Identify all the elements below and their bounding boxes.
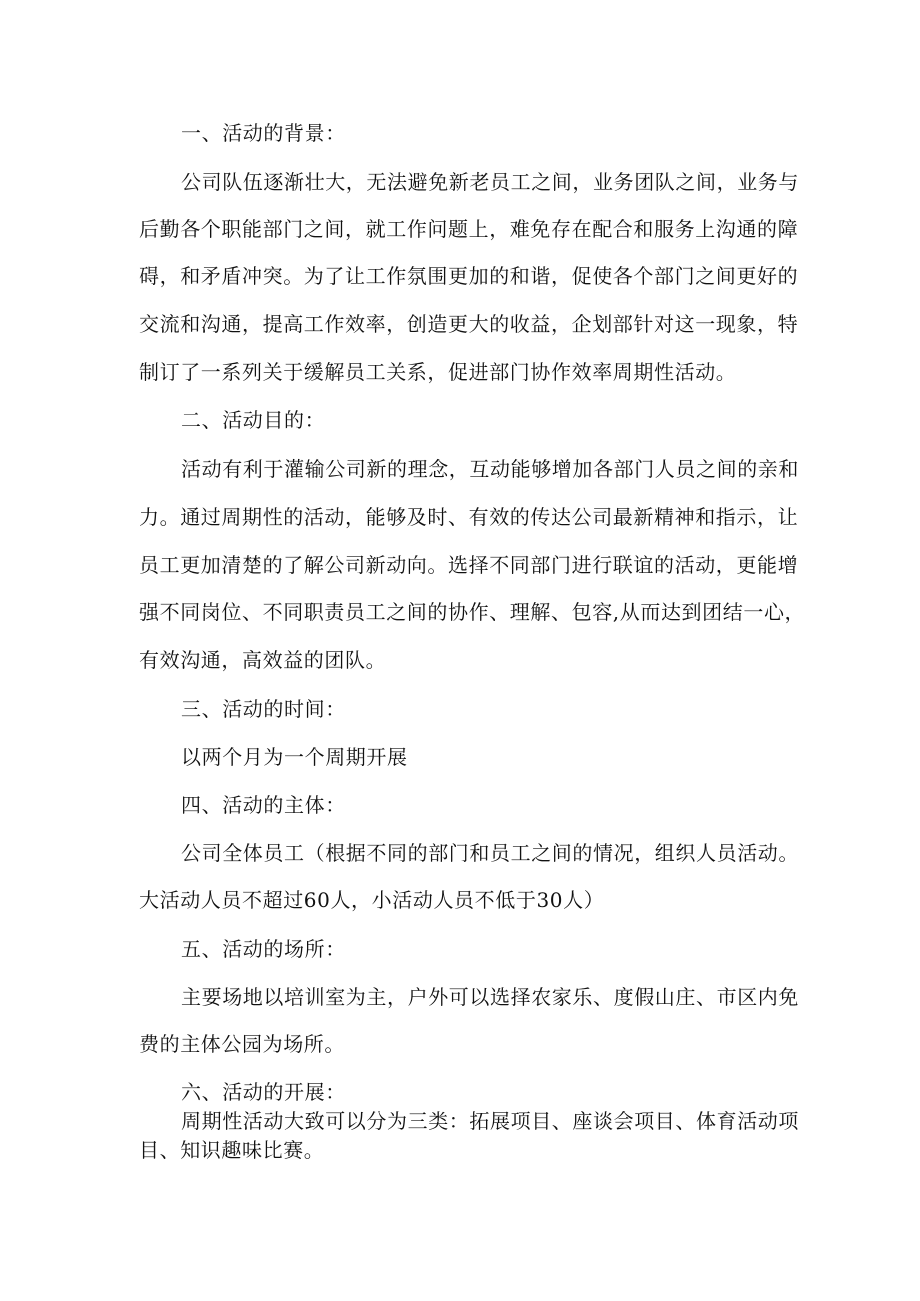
section-heading-background: 一、活动的背景： bbox=[181, 121, 346, 145]
paragraph-line: 目、知识趣味比赛。 bbox=[139, 1138, 325, 1162]
paragraph-line: 碍，和矛盾冲突。为了让工作氛围更加的和谐，促使各个部门之间更好的 bbox=[139, 264, 799, 288]
paragraph-line: 制订了一系列关于缓解员工关系，促进部门协作效率周期性活动。 bbox=[139, 360, 737, 384]
paragraph-line: 主要场地以培训室为主，户外可以选择农家乐、度假山庄、市区内免 bbox=[181, 985, 799, 1009]
section-heading-participants: 四、活动的主体： bbox=[181, 793, 346, 817]
paragraph-line: 公司全体员工（根据不同的部门和员工之间的情况，组织人员活动。 bbox=[181, 841, 799, 865]
paragraph-line: 以两个月为一个周期开展 bbox=[181, 745, 408, 769]
paragraph-line: 交流和沟通，提高工作效率，创造更大的收益，企划部针对这一现象，特 bbox=[139, 312, 799, 336]
paragraph-line: 费的主体公园为场所。 bbox=[139, 1032, 345, 1056]
section-heading-implementation: 六、活动的开展： bbox=[181, 1080, 346, 1104]
paragraph-line: 有效沟通，高效益的团队。 bbox=[139, 648, 387, 672]
paragraph-line: 周期性活动大致可以分为三类：拓展项目、座谈会项目、体育活动项 bbox=[181, 1109, 799, 1133]
paragraph-line: 公司队伍逐渐壮大，无法避免新老员工之间，业务团队之间，业务与 bbox=[181, 170, 799, 194]
section-heading-purpose: 二、活动目的： bbox=[181, 408, 326, 432]
paragraph-line: 强不同岗位、不同职责员工之间的协作、理解、包容,从而达到团结一心， bbox=[139, 600, 806, 624]
paragraph-line: 员工更加清楚的了解公司新动向。选择不同部门进行联谊的活动，更能增 bbox=[139, 553, 799, 577]
section-heading-time: 三、活动的时间： bbox=[181, 697, 346, 721]
section-heading-venue: 五、活动的场所： bbox=[181, 937, 346, 961]
paragraph-line: 活动有利于灌输公司新的理念，互动能够增加各部门人员之间的亲和 bbox=[181, 457, 799, 481]
paragraph-line: 后勤各个职能部门之间，就工作问题上，难免存在配合和服务上沟通的障 bbox=[139, 217, 799, 241]
paragraph-line: 大活动人员不超过60人，小活动人员不低于30人） bbox=[139, 888, 605, 912]
paragraph-line: 力。通过周期性的活动，能够及时、有效的传达公司最新精神和指示，让 bbox=[139, 505, 799, 529]
